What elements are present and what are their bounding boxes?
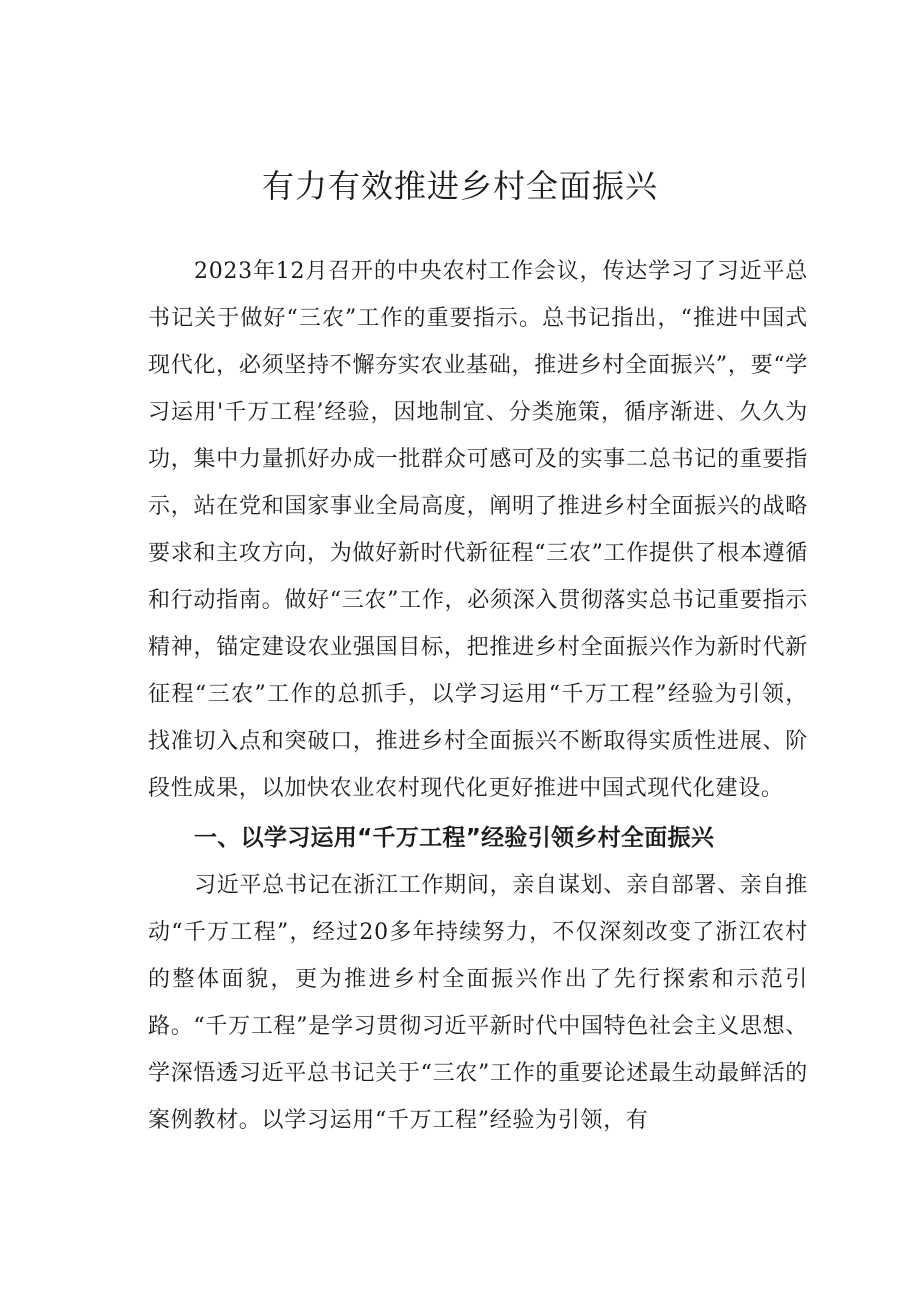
document-title: 有力有效推进乡村全面振兴	[261, 167, 658, 205]
paragraph-intro: 2023年12月召开的中央农村工作会议，传达学习了习近平总书记关于做好“三农”工作的重要指示。总书记指出，“推进中国式现代化，必须坚持不懈夯实农业基础，推进乡村全面振兴”，要“学习运用'千万工程’经验，因地制宜、分类施策，循序渐进、久久为功，集中力量抓好办成一批群众可感可及的实事二总书记的重要指示，站在党和国家事业全局高度，阐明了推进乡村全面振兴的战略要求和主攻方向，为做好新时代新征程“三农”工作提供了根本遵循和行动指南。做好“三农”工作，必须深入贯彻落实总书记重要指示精神，锚定建设农业强国目标，把推进乡村全面振兴作为新时代新征程“三农”工作的总抓手，以学习运用“千万工程”经验为引领，找准切入点和突破口，推进乡村全面振兴不断取得实质性进展、阶段性成果，以加快农业农村现代化更好推进中国式现代化建设。	[148, 259, 808, 801]
paragraph-section-1: 习近平总书记在浙江工作期间，亲自谋划、亲自部署、亲自推动“千万工程”，经过20多年持续努力，不仅深刻改变了浙江农村的整体面貌，更为推进乡村全面振兴作出了先行探索和示范引路。“千万工程”是学习贯彻习近平新时代中国特色社会主义思想、学深悟透习近平总书记关于“三农”工作的重要论述最生动最鲜活的案例教材。以学习运用“千万工程”经验为引领，有	[148, 873, 808, 1133]
section-heading-1: 一、以学习运用“千万工程”经验引领乡村全面振兴	[194, 825, 715, 851]
